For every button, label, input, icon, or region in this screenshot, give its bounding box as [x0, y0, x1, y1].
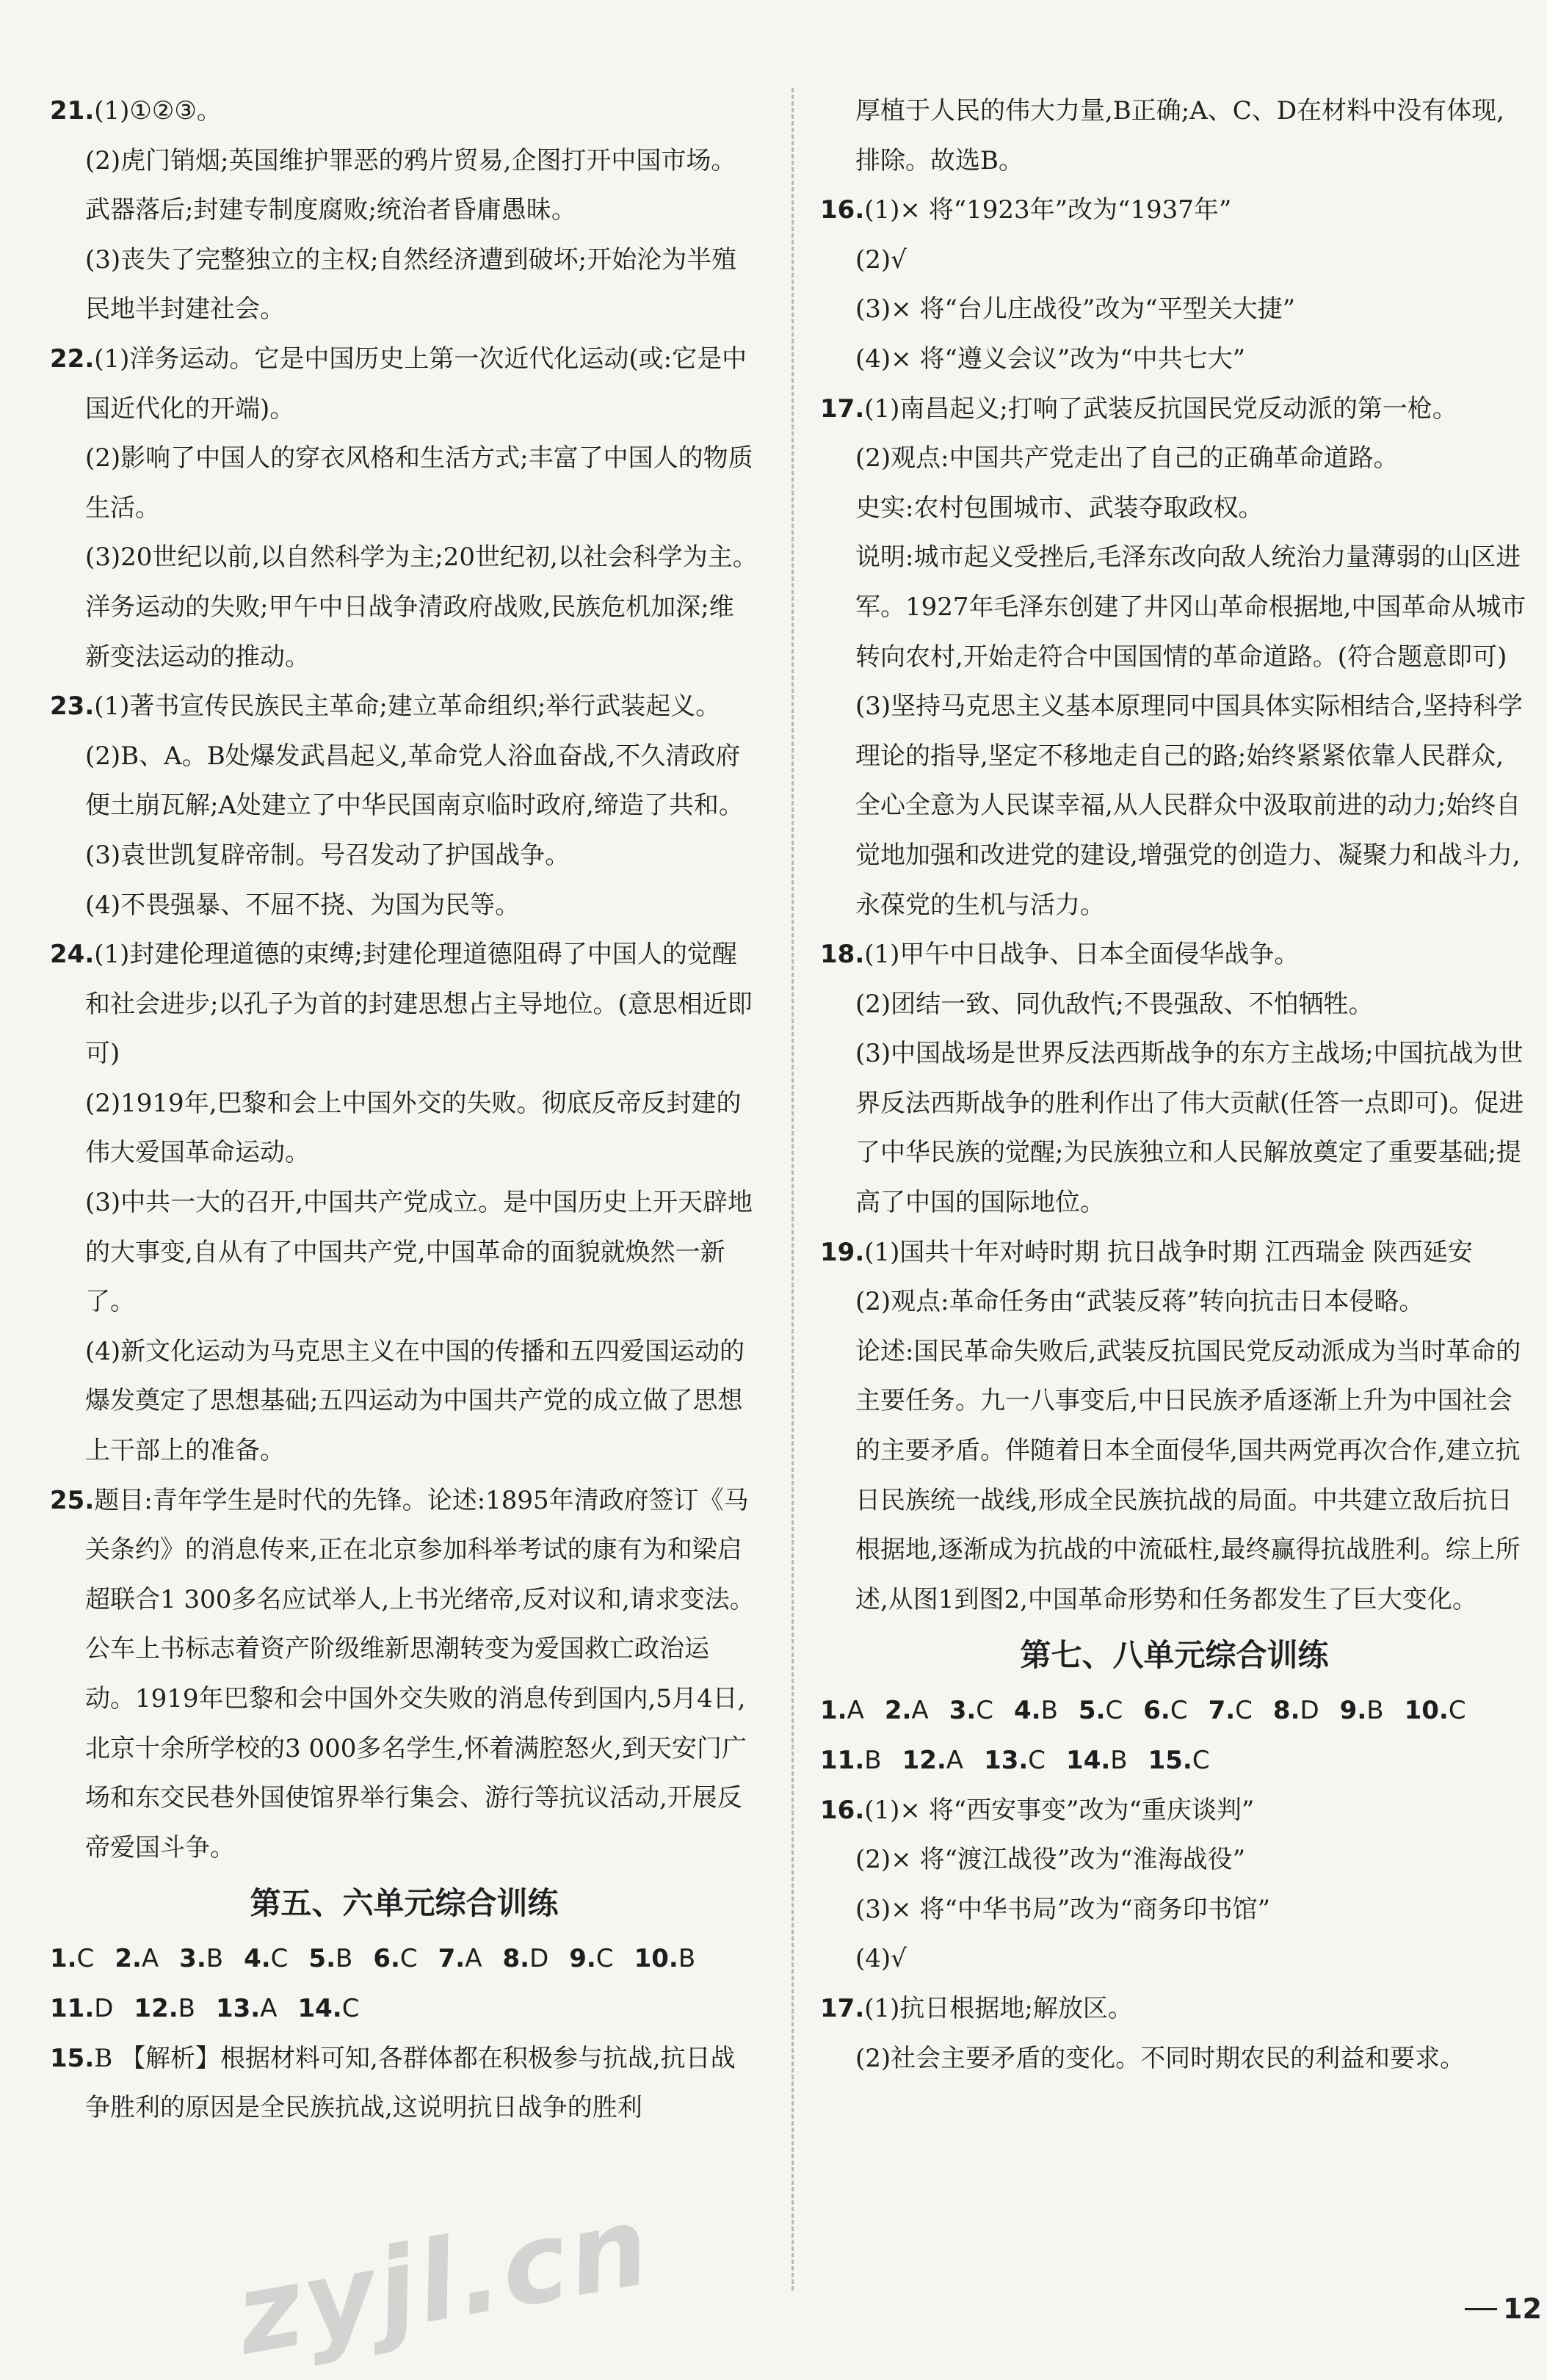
- answer-line: (4)× 将“遵义会议”改为“中共七大”: [855, 344, 1245, 374]
- answer-key-number: 3.: [179, 1944, 206, 1974]
- question: [50, 930, 758, 1079]
- answer-key-item: [949, 1686, 993, 1736]
- question: [50, 1476, 758, 1873]
- question-number: 19.: [820, 1237, 865, 1267]
- answer-key-item: [115, 1934, 159, 1984]
- answer-key-item: [1340, 1686, 1384, 1736]
- question-number: 17.: [820, 393, 865, 424]
- answer-key-choice: A: [946, 1746, 964, 1775]
- answer-key-choice: C: [976, 1696, 994, 1726]
- folio-dash: [1465, 2308, 1497, 2310]
- right-column: [820, 87, 1529, 2083]
- answer-line: 史实:农村包围城市、武装夺取政权。: [855, 493, 1264, 523]
- question: [820, 930, 1529, 980]
- answer-text: (1)国共十年对峙时期 抗日战争时期 江西瑞金 陕西延安: [864, 1237, 1473, 1267]
- answer-line: (2)√: [855, 244, 907, 275]
- question-number: 21.: [50, 96, 95, 126]
- answer-key-choice: D: [529, 1944, 549, 1974]
- answer-key-row: [820, 1686, 1529, 1736]
- answer-key-number: 9.: [569, 1944, 596, 1974]
- answer-key-number: 3.: [949, 1696, 977, 1726]
- answer-text: (1)甲午中日战争、日本全面侵华战争。: [864, 940, 1300, 970]
- answer-line: (3)× 将“台儿庄战役”改为“平型关大捷”: [855, 294, 1295, 324]
- answer-line: (2)影响了中国人的穿衣风格和生活方式;丰富了中国人的物质生活。: [85, 443, 753, 523]
- answer-key-number: 7.: [1208, 1696, 1236, 1726]
- answer-key-item: [134, 1984, 195, 2034]
- answer-key-choice: A: [847, 1696, 864, 1726]
- answer-key-choice: A: [465, 1944, 482, 1974]
- question-number: 25.: [50, 1485, 95, 1515]
- answer-line: (2)× 将“渡江战役”改为“淮海战役”: [855, 1845, 1245, 1875]
- continued-text: 厚植于人民的伟大力量,B正确;A、C、D在材料中没有体现,排除。故选B。: [855, 96, 1504, 175]
- answer-text: B 【解析】根据材料可知,各群体都在积极参与抗战,抗日战争胜利的原因是全民族抗战,这说明抗日战争的胜利: [85, 2043, 736, 2123]
- answer-key-choice: D: [94, 1993, 114, 2023]
- answer-text: (1)× 将“西安事变”改为“重庆谈判”: [864, 1795, 1255, 1825]
- question-number: 16.: [820, 195, 865, 225]
- answer-key-choice: B: [1110, 1746, 1128, 1775]
- answer-key-item: [1148, 1736, 1210, 1786]
- answer-text: (1)封建伦理道德的束缚;封建伦理道德阻碍了中国人的觉醒和社会进步;以孔子为首的封建思想占主导地位。(意思相近即可): [85, 940, 753, 1069]
- answer-key-choice: C: [1170, 1696, 1188, 1726]
- question: [50, 2034, 758, 2133]
- answer-key-item: [308, 1934, 352, 1984]
- answer-key-item: [502, 1934, 548, 1984]
- answer-key-number: 12.: [902, 1746, 946, 1775]
- answer-text: 题目:青年学生是时代的先锋。论述:1895年清政府签订《马关条约》的消息传来,正在北京参加科举考试的康有为和梁启超联合1 300多名应试举人,上书光绪帝,反对议和,请求变法。公车上书标志着资产阶级维新思潮转变为爱国救亡政治运动。1919年巴黎和会中国外交失败的消息传到国内,5月4日,北京十余所学校的3 000多名学生,怀着满腔怒火,到天安门广场和东交民巷外国使馆界举行集会、游行等抗议活动,开展反帝爱国斗争。: [85, 1485, 755, 1862]
- answer-text: (1)著书宣传民族民主革命;建立革命组织;举行武装起义。: [94, 692, 721, 722]
- answer-key-item: [1079, 1686, 1123, 1736]
- answer-key-choice: C: [1105, 1696, 1123, 1726]
- answer-key-number: 8.: [1272, 1696, 1300, 1726]
- answer-key-choice: C: [76, 1944, 95, 1974]
- answer-line: (2)社会主要矛盾的变化。不同时期农民的利益和要求。: [855, 2043, 1466, 2073]
- answer-text: (1)南昌起义;打响了武装反抗国民党反动派的第一枪。: [864, 393, 1457, 424]
- answer-key-choice: B: [335, 1944, 353, 1974]
- answer-line: (4)√: [855, 1944, 907, 1974]
- answer-text: (1)①②③。: [94, 96, 222, 126]
- answer-key-number: 14.: [297, 1993, 342, 2023]
- page-number: [1465, 2287, 1547, 2331]
- answer-key-item: [984, 1736, 1046, 1786]
- question: [820, 186, 1529, 236]
- answer-key-item: [1209, 1686, 1253, 1736]
- answer-key-choice: B: [206, 1944, 224, 1974]
- answer-line: (3)中共一大的召开,中国共产党成立。是中国历史上开天辟地的大事变,自从有了中国共产党,中国革命的面貌就焕然一新了。: [85, 1188, 753, 1317]
- answer-key-item: [373, 1934, 417, 1984]
- question-number: 23.: [50, 692, 95, 722]
- question-number: 22.: [50, 344, 95, 374]
- answer-key-choice: C: [595, 1944, 614, 1974]
- answer-key-number: 12.: [134, 1993, 178, 2023]
- answer-key-choice: C: [270, 1944, 289, 1974]
- answer-key-number: 11.: [50, 1993, 95, 2023]
- answer-text: (1)× 将“1923年”改为“1937年”: [864, 195, 1232, 225]
- answer-key-item: [1143, 1686, 1187, 1736]
- answer-key-number: 6.: [1143, 1696, 1170, 1726]
- answer-key-item: [179, 1934, 223, 1984]
- question: [50, 335, 758, 434]
- answer-key-choice: B: [1366, 1696, 1384, 1726]
- answer-key-item: [216, 1984, 278, 2034]
- answer-key-choice: B: [178, 1993, 195, 2023]
- question: [820, 1984, 1529, 2034]
- answer-key-choice: C: [1448, 1696, 1466, 1726]
- answer-key-number: 7.: [438, 1944, 465, 1974]
- answer-key-item: [438, 1934, 482, 1984]
- answer-key-number: 1.: [50, 1944, 77, 1974]
- answer-key-row: [820, 1736, 1529, 1786]
- answer-key-number: 13.: [215, 1993, 261, 2023]
- answer-line: (3)丧失了完整独立的主权;自然经济遭到破坏;开始沦为半殖民地半封建社会。: [85, 244, 737, 324]
- answer-line: 说明:城市起义受挫后,毛泽东改向敌人统治力量薄弱的山区进军。1927年毛泽东创建了井冈山革命根据地,中国革命从城市转向农村,开始走符合中国国情的革命道路。(符合题意即可): [855, 543, 1526, 672]
- answer-key-number: 1.: [820, 1696, 847, 1726]
- answer-line: (4)新文化运动为马克思主义在中国的传播和五四爱国运动的爆发奠定了思想基础;五四运动为中国共产党的成立做了思想上干部上的准备。: [85, 1336, 745, 1466]
- question: [50, 87, 758, 137]
- answer-line: (3)20世纪以前,以自然科学为主;20世纪初,以社会科学为主。洋务运动的失败;甲午中日战争清政府战败,民族危机加深;维新变法运动的推动。: [85, 543, 758, 672]
- answer-line: (3)袁世凯复辟帝制。号召发动了护国战争。: [85, 840, 570, 870]
- answer-key-choice: C: [341, 1993, 360, 2023]
- answer-key-item: [50, 1934, 94, 1984]
- question-number: 16.: [820, 1795, 865, 1825]
- left-column: [50, 87, 758, 2133]
- answer-key-choice: C: [1235, 1696, 1253, 1726]
- question-number: 24.: [50, 940, 95, 970]
- answer-text: (1)洋务运动。它是中国历史上第一次近代化运动(或:它是中国近代化的开端)。: [85, 344, 747, 424]
- answer-line: (2)1919年,巴黎和会上中国外交的失败。彻底反帝反封建的伟大爱国革命运动。: [85, 1088, 742, 1168]
- answer-key-choice: B: [864, 1746, 882, 1775]
- answer-key-number: 10.: [634, 1944, 678, 1974]
- answer-line: (4)不畏强暴、不屈不挠、为国为民等。: [85, 890, 521, 920]
- answer-line: (2)虎门销烟;英国维护罪恶的鸦片贸易,企图打开中国市场。武器落后;封建专制度腐败;统治者昏庸愚昧。: [85, 145, 736, 225]
- page-number-text: 12: [1503, 2293, 1542, 2325]
- answer-key-number: 2.: [115, 1944, 142, 1974]
- answer-line: (2)团结一致、同仇敌忾;不畏强敌、不怕牺牲。: [855, 989, 1374, 1019]
- answer-key-number: 5.: [308, 1944, 336, 1974]
- question: [820, 385, 1529, 435]
- answer-key-item: [569, 1934, 613, 1984]
- answer-line: 论述:国民革命失败后,武装反抗国民党反动派成为当时革命的主要任务。九一八事变后,中日民族矛盾逐渐上升为中国社会的主要矛盾。伴随着日本全面侵华,国共两党再次合作,建立抗日民族统一战线,形成全民族抗战的局面。中共建立敌后抗日根据地,逐渐成为抗战的中流砥柱,最终赢得抗战胜利。综上所述,从图1到图2,中国革命形势和任务都发生了巨大变化。: [855, 1336, 1521, 1614]
- answer-key-item: [1066, 1736, 1128, 1786]
- answer-key-row: [50, 1934, 758, 1984]
- answer-key-row: [50, 1984, 758, 2034]
- section-heading: 第七、八单元综合训练: [1020, 1637, 1329, 1674]
- answer-line: (3)× 将“中华书局”改为“商务印书馆”: [855, 1894, 1270, 1924]
- answer-key-choice: C: [1028, 1746, 1046, 1775]
- question-number: 17.: [820, 1993, 865, 2023]
- answer-key-item: [297, 1984, 359, 2034]
- answer-key-number: 11.: [820, 1746, 865, 1775]
- answer-key-choice: C: [1192, 1746, 1210, 1775]
- answer-text: (1)抗日根据地;解放区。: [864, 1993, 1133, 2023]
- answer-key-item: [1273, 1686, 1319, 1736]
- answer-line: (2)B、A。B处爆发武昌起义,革命党人浴血奋战,不久清政府便土崩瓦解;A处建立了中华民国南京临时政府,缔造了共和。: [85, 741, 744, 821]
- answer-line: (2)观点:中国共产党走出了自己的正确革命道路。: [855, 443, 1399, 474]
- answer-key-number: 10.: [1404, 1696, 1449, 1726]
- answer-key-number: 15.: [1148, 1746, 1192, 1775]
- answer-key-choice: D: [1300, 1696, 1319, 1726]
- answer-key-item: [50, 1984, 113, 2034]
- answer-key-number: 4.: [1014, 1696, 1041, 1726]
- answer-line: (3)坚持马克思主义基本原理同中国具体实际相结合,坚持科学理论的指导,坚定不移地走自己的路;始终紧紧依靠人民群众,全心全意为人民谋幸福,从人民群众中汲取前进的动力;始终自觉地加强和改进党的建设,增强党的创造力、凝聚力和战斗力,永葆党的生机与活力。: [855, 692, 1523, 920]
- answer-key-choice: B: [678, 1944, 696, 1974]
- answer-key-number: 9.: [1339, 1696, 1367, 1726]
- answer-key-item: [885, 1686, 929, 1736]
- answer-key-number: 14.: [1066, 1746, 1111, 1775]
- watermark: zyjl.cn: [227, 2181, 661, 2380]
- answer-line: (3)中国战场是世界反法西斯战争的东方主战场;中国抗战为世界反法西斯战争的胜利作出了伟大贡献(任答一点即可)。促进了中华民族的觉醒;为民族独立和人民解放奠定了重要基础;提高了中国的国际地位。: [855, 1039, 1524, 1218]
- answer-key-item: [820, 1686, 864, 1736]
- question-number: 18.: [820, 940, 865, 970]
- answer-key-number: 2.: [884, 1696, 912, 1726]
- answer-key-choice: A: [260, 1993, 278, 2023]
- column-divider: [791, 88, 794, 2290]
- answer-key-item: [1405, 1686, 1466, 1736]
- answer-key-number: 13.: [984, 1746, 1029, 1775]
- answer-key-item: [820, 1736, 882, 1786]
- answer-key-number: 5.: [1078, 1696, 1106, 1726]
- section-heading: 第五、六单元综合训练: [250, 1885, 559, 1922]
- answer-key-number: 8.: [502, 1944, 530, 1974]
- answer-key-item: [244, 1934, 288, 1984]
- answer-key-choice: A: [911, 1696, 929, 1726]
- question: [50, 682, 758, 732]
- question: [820, 1228, 1529, 1278]
- answer-key-choice: B: [1040, 1696, 1058, 1726]
- answer-key-choice: A: [141, 1944, 159, 1974]
- question: [820, 1786, 1529, 1836]
- answer-key-item: [634, 1934, 696, 1984]
- answer-key-number: 4.: [244, 1944, 271, 1974]
- answer-line: (2)观点:革命任务由“武装反蒋”转向抗击日本侵略。: [855, 1287, 1424, 1317]
- answer-key-choice: C: [399, 1944, 418, 1974]
- answer-key-item: [902, 1736, 964, 1786]
- answer-key-item: [1014, 1686, 1058, 1736]
- question-number: 15.: [50, 2043, 95, 2073]
- answer-key-number: 6.: [373, 1944, 400, 1974]
